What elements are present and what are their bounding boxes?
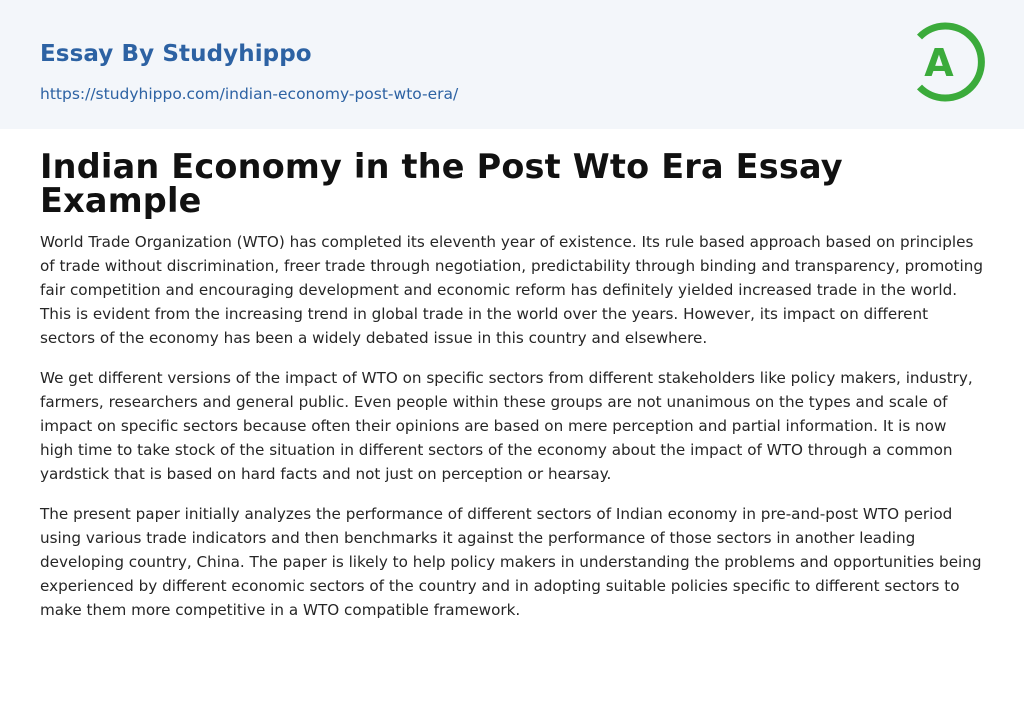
essay-paragraph: We get different versions of the impact of WTO on specific sectors from different stakeholders like policy makers, industry, farmers, researchers and general public. Even people within these groups are not unanimous on the types and scale of impact on specific sectors because often their opinions are based on mere perception and partial information. It is now high time to take stock of the situation in different sectors of the economy about the impact of WTO through a common yardstick that is based on hard facts and not just on perception or hearsay. (40, 369, 973, 483)
essay-paragraph: World Trade Organization (WTO) has completed its eleventh year of existence. Its rule based approach based on principles of trade without discrimination, freer trade through negotiation, predictability through binding and transparency, promoting fair competition and encouraging development and economic reform has definitely yielded increased trade in the world. This is evident from the increasing trend in global trade in the world over the years. However, its impact on different sectors of the economy has been a widely debated issue in this country and elsewhere. (40, 233, 983, 347)
essay-title: Indian Economy in the Post Wto Era Essay Example (40, 147, 843, 220)
site-title[interactable]: Essay By Studyhippo (40, 41, 312, 67)
essay-paragraph: The present paper initially analyzes the performance of different sectors of Indian economy in pre-and-post WTO period using various trade indicators and then benchmarks it against the performance of those sectors in another leading developing country, China. The paper is likely to help policy makers in understanding the problems and opportunities being experienced by different economic sectors of the country and in adopting suitable policies specific to different sectors to make them more competitive in a WTO compatible framework. (40, 505, 982, 619)
logo-letter: A (924, 41, 954, 85)
page-url-link[interactable]: https://studyhippo.com/indian-economy-post-wto-era/ (40, 85, 459, 103)
